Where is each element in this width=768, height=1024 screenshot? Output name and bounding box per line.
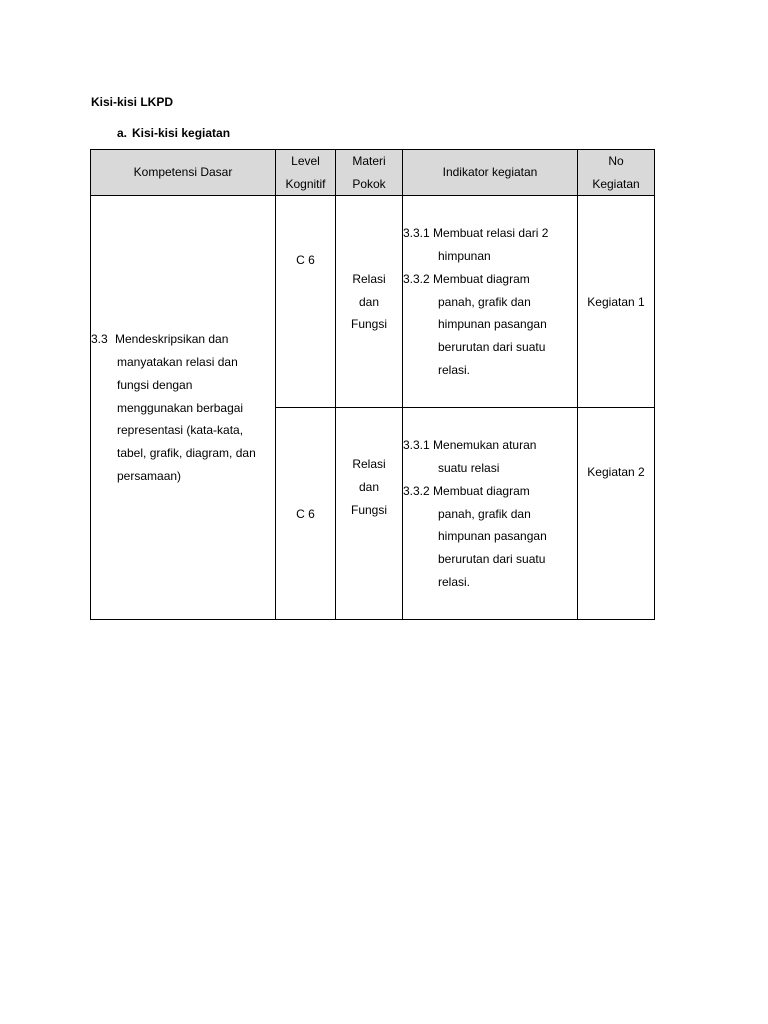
indikator-cell: 3.3.1 Membuat relasi dari 2 himpunan 3.3.2 Membuat diagram panah, grafik dan himpunan pasangan berurutan dari suatu relasi.: [403, 196, 578, 408]
header-materi-pokok: Materi Pokok: [336, 150, 403, 196]
section-heading: [117, 126, 230, 140]
level-kognitif-cell: C 6: [276, 196, 336, 408]
indikator-item: 3.3.1 Menemukan aturan: [403, 438, 537, 453]
indikator-item: 3.3.1 Membuat relasi dari 2: [403, 226, 549, 241]
kompetensi-dasar-cell: [91, 196, 276, 620]
section-letter: a.: [117, 126, 128, 140]
document-title: Kisi-kisi LKPD: [91, 95, 174, 109]
no-kegiatan-cell: Kegiatan 2: [578, 408, 655, 620]
table-row: [91, 196, 655, 408]
kd-line: menggunakan berbagai: [117, 400, 244, 415]
materi-pokok-cell: Relasi dan Fungsi: [336, 196, 403, 408]
kd-line: manyatakan relasi dan: [117, 355, 238, 370]
indikator-cell: 3.3.1 Menemukan aturan suatu relasi 3.3.2 Membuat diagram panah, grafik dan himpunan pasangan berurutan dari suatu relasi.: [403, 408, 578, 620]
level-kognitif-cell: C 6: [276, 408, 336, 620]
kd-number: 3.3: [91, 332, 108, 347]
header-level-kognitif: Level Kognitif: [276, 150, 336, 196]
indikator-item: 3.3.2 Membuat diagram: [403, 483, 530, 498]
materi-pokok-cell: Relasi dan Fungsi: [336, 408, 403, 620]
indikator-item: 3.3.2 Membuat diagram: [403, 271, 530, 286]
kd-line: fungsi dengan: [117, 377, 193, 392]
section-title: Kisi-kisi kegiatan: [132, 126, 231, 140]
table-header-row: [91, 150, 655, 196]
header-no-kegiatan: No Kegiatan: [578, 150, 655, 196]
kd-line: representasi (kata-kata,: [117, 423, 244, 438]
kd-line: Mendeskripsikan dan: [115, 332, 229, 347]
kisi-kisi-table: [90, 149, 655, 620]
no-kegiatan-cell: Kegiatan 1: [578, 196, 655, 408]
header-indikator-kegiatan: Indikator kegiatan: [403, 150, 578, 196]
kd-line: persamaan): [117, 468, 182, 483]
header-kompetensi-dasar: Kompetensi Dasar: [91, 150, 276, 196]
kd-line: tabel, grafik, diagram, dan: [117, 445, 256, 460]
